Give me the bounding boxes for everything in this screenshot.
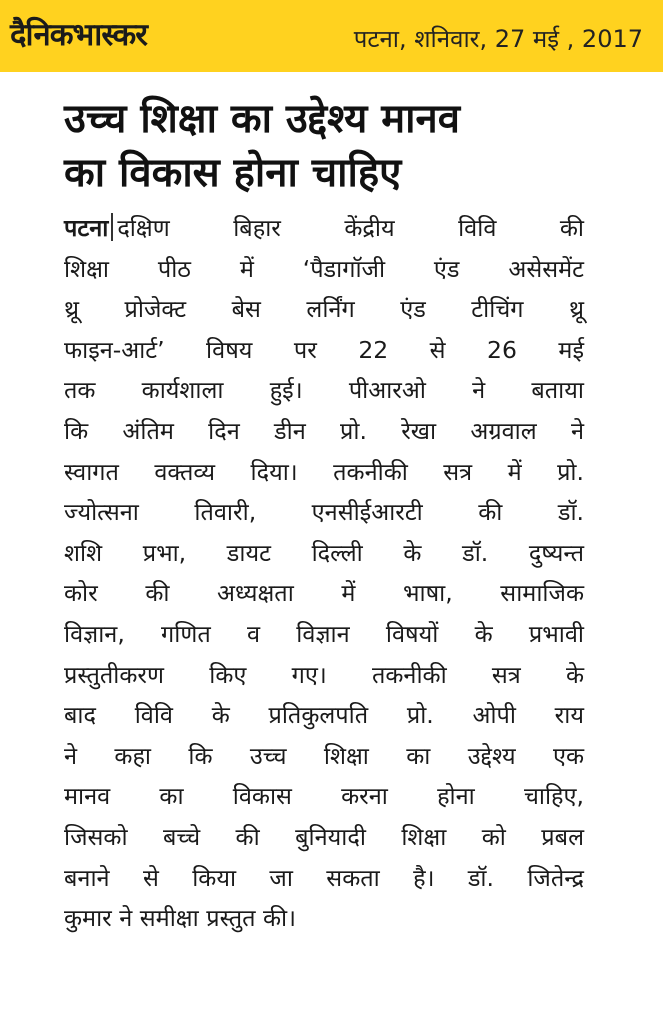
headline-line: उच्च शिक्षा का उद्देश्य मानव — [64, 96, 460, 142]
body-line: स्वागत वक्तव्य दिया। तकनीकी सत्र में प्रो. — [64, 457, 584, 486]
body-line: ज्योत्सना तिवारी, एनसीईआरटी की डॉ. — [64, 498, 584, 527]
body-line: प्रस्तुतीकरण किए गए। तकनीकी सत्र के — [64, 660, 584, 689]
body-line: थ्रू प्रोजेक्ट बेस लर्निंग एंड टीचिंग थ्रू — [64, 295, 584, 324]
body-line: जिसको बच्चे की बुनियादी शिक्षा को प्रबल — [64, 822, 584, 851]
body-line: कि अंतिम दिन डीन प्रो. रेखा अग्रवाल ने — [64, 416, 584, 445]
body-line: बनाने से किया जा सकता है। डॉ. जितेन्द्र — [64, 863, 584, 892]
dateline-separator — [111, 213, 113, 241]
body-line: शशि प्रभा, डायट दिल्ली के डॉ. दुष्यन्त — [64, 538, 584, 567]
body-line: मानव का विकास करना होना चाहिए, — [64, 782, 584, 811]
body-line: तक कार्यशाला हुई। पीआरओ ने बताया — [64, 376, 584, 405]
headline-line: का विकास होना चाहिए — [64, 150, 402, 196]
article-headline — [64, 92, 634, 200]
body-line: विज्ञान, गणित व विज्ञान विषयों के प्रभावी — [64, 619, 584, 648]
newspaper-logo: दैनिकभास्कर — [10, 17, 147, 53]
body-line: शिक्षा पीठ में ‘पैडागॉजी एंड असेसमेंट — [64, 254, 584, 283]
dateline: पटना, शनिवार, 27 मई , 2017 — [353, 25, 643, 53]
masthead-banner — [0, 0, 663, 72]
body-line: कोर की अध्यक्षता में भाषा, सामाजिक — [64, 579, 584, 608]
body-line: कुमार ने समीक्षा प्रस्तुत की। — [64, 904, 297, 933]
body-first-line: दक्षिण बिहार केंद्रीय विवि की — [117, 214, 584, 242]
body-line: बाद विवि के प्रतिकुलपति प्रो. ओपी राय — [64, 701, 584, 730]
body-line: ने कहा कि उच्च शिक्षा का उद्देश्य एक — [64, 741, 584, 770]
body-line: फाइन-आर्ट’ विषय पर 22 से 26 मई — [64, 335, 584, 364]
article-body — [64, 208, 584, 939]
body-line — [64, 208, 584, 249]
place-name: पटना — [64, 214, 109, 242]
